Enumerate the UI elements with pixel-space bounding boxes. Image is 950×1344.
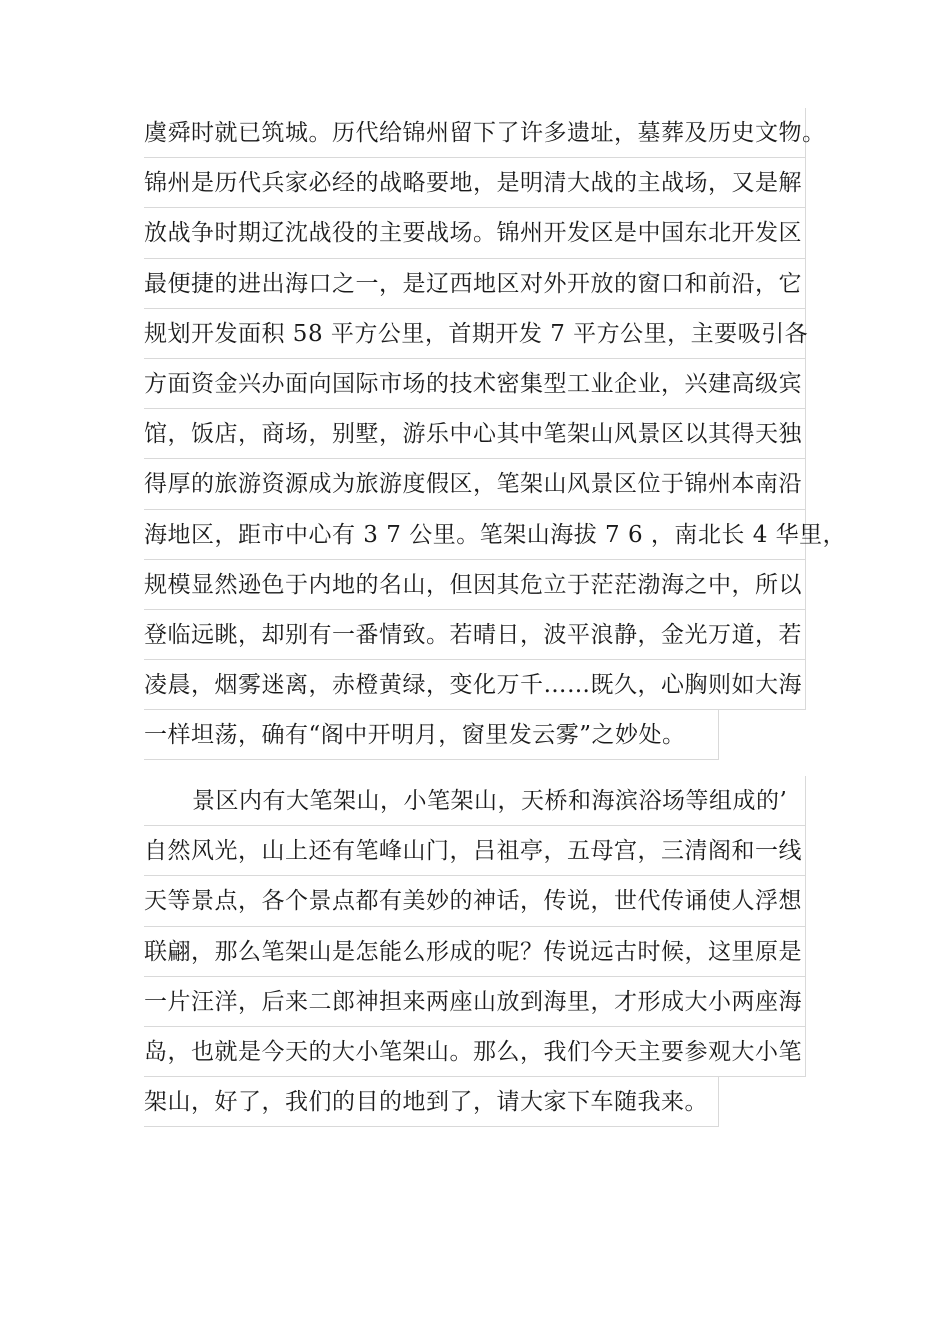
text-line: 海地区，距市中心有 3 7 公里。笔架山海拔 7 6 ，南北长 4 华里， <box>144 510 806 560</box>
text-line: 登临远眺，却别有一番情致。若晴日，波平浪静，金光万道，若 <box>144 610 806 660</box>
text-line: 一片汪洋，后来二郎神担来两座山放到海里，才形成大小两座海 <box>144 977 806 1027</box>
paragraph-2 <box>144 776 806 1127</box>
text-line: 岛，也就是今天的大小笔架山。那么，我们今天主要参观大小笔 <box>144 1027 806 1077</box>
text-line: 放战争时期辽沈战役的主要战场。锦州开发区是中国东北开发区 <box>144 208 806 258</box>
text-line: 最便捷的进出海口之一，是辽西地区对外开放的窗口和前沿，它 <box>144 259 806 309</box>
text-line: 架山，好了，我们的目的地到了，请大家下车随我来。 <box>144 1077 719 1127</box>
text-line: 虞舜时就已筑城。历代给锦州留下了许多遗址，墓葬及历史文物。 <box>144 108 806 158</box>
text-line: 凌晨，烟雾迷离，赤橙黄绿，变化万千……既久，心胸则如大海 <box>144 660 806 710</box>
text-line: 馆，饭店，商场，别墅，游乐中心其中笔架山风景区以其得天独 <box>144 409 806 459</box>
text-line: 联翩，那么笔架山是怎能么形成的呢？传说远古时候，这里原是 <box>144 927 806 977</box>
paragraph-1 <box>144 108 847 760</box>
text-line: 得厚的旅游资源成为旅游度假区，笔架山风景区位于锦州本南沿 <box>144 459 806 509</box>
text-line: 锦州是历代兵家必经的战略要地，是明清大战的主战场，又是解 <box>144 158 806 208</box>
text-line: 天等景点，各个景点都有美妙的神话，传说，世代传诵使人浮想 <box>144 876 806 926</box>
text-line: 方面资金兴办面向国际市场的技术密集型工业企业，兴建高级宾 <box>144 359 806 409</box>
text-line: 规模显然逊色于内地的名山，但因其危立于茫茫渤海之中，所以 <box>144 560 806 610</box>
text-line: 规划开发面积 58 平方公里，首期开发 7 平方公里，主要吸引各 <box>144 309 806 359</box>
text-line: 自然风光，山上还有笔峰山门，吕祖亭，五母宫，三清阁和一线 <box>144 826 806 876</box>
text-line: 景区内有大笔架山，小笔架山，天桥和海滨浴场等组成的’ <box>144 776 806 826</box>
text-line: 一样坦荡，确有“阁中开明月，窗里发云雾”之妙处。 <box>144 710 719 760</box>
